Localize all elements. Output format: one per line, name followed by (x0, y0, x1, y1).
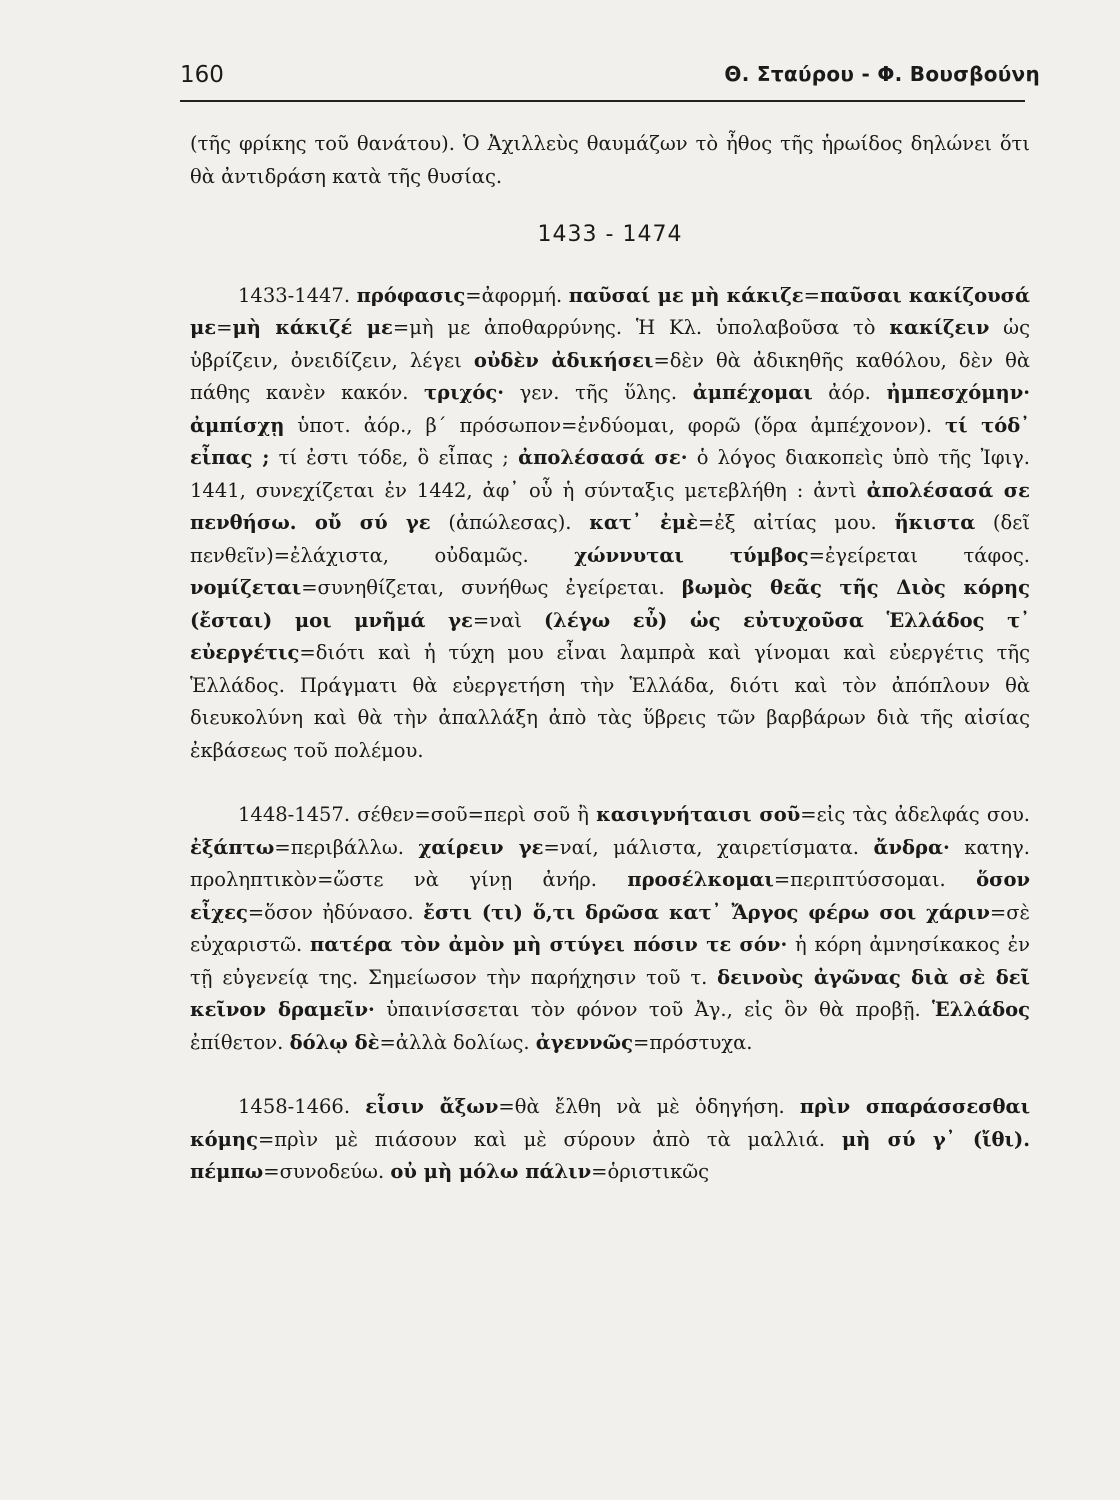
page-number: 160 (180, 62, 224, 88)
lemma: βωμὸς θεᾶς τῆς Διὸς κόρης (ἔσται) μοι μνῆμά γε (190, 576, 1030, 632)
text-run: ὡς ὑβρίζειν, ὀνειδίζειν, λέγει (190, 316, 1030, 372)
lemma: πρὶν σπαράσσεσθαι κόμης (190, 1095, 1030, 1151)
lemma: παῦσαι κακίζουσά με (190, 283, 1030, 339)
lemma: ἀπολέσασά σε πενθήσω. οὔ σύ γε (190, 478, 1030, 534)
text-run: γεν. τῆς ὕλης. (504, 381, 693, 404)
lemma: νομίζεται (190, 576, 302, 599)
text-run: =ὅσον ἠδύνασο. (247, 900, 424, 924)
text-run: =ναὶ (472, 608, 544, 632)
running-head-authors: Θ. Σταύρου - Φ. Βουσβούνη (724, 62, 1040, 86)
lemma: ἠμπεσχόμην· ἀμπίσχῃ (190, 381, 1031, 437)
lemma: πρόφασις (356, 283, 466, 307)
header-rule (180, 100, 1025, 102)
page-header (180, 62, 1040, 102)
text-run: 1448-1457. σέθεν=σοῦ=περὶ σοῦ ἢ (238, 803, 597, 826)
lemma: κασιγνήταισι σοῦ (596, 803, 801, 826)
text-run: =μὴ με ἀποθαρρύνης. Ἡ Κλ. ὑπολαβοῦσα τὸ (392, 316, 890, 339)
lemma: τί τόδ᾽ εἶπας ; (190, 413, 1031, 469)
text-run: 1458-1466. (238, 1095, 366, 1118)
text-run: ὑπαινίσσεται τὸν φόνον τοῦ Ἀγ., εἰς ὃν θὰ προβῇ. (374, 998, 933, 1021)
text-run: =περιβάλλω. (274, 835, 419, 859)
lemma: προσέλκομαι (627, 868, 774, 891)
text-run: =ἐξ αἰτίας μου. (698, 511, 895, 534)
text-run: =διότι καὶ ἡ τύχη μου εἶναι λαμπρὰ καὶ γίνομαι καὶ εὐεργέτις τῆς Ἑλλάδος. Πράγματι θὰ εὐεργετήση τὴν Ἑλλάδα, διότι καὶ τὸν ἀπόπλουν θὰ διευκολύνη καὶ θὰ τὴν ἀπαλλάξη ἀπὸ τὰς ὕβρεις τῶν βαρβάρων διὰ τῆς αἰσίας ἐκβάσεως τοῦ πολέμου. (190, 641, 1030, 762)
lemma: ἀμπέχομαι (692, 381, 813, 404)
text-run: =ἀλλὰ δολίως. (379, 1030, 536, 1054)
commentary-paragraph-1458 (190, 1091, 1030, 1189)
text-run: =περιπτύσσομαι. (773, 868, 977, 891)
text-run: =δὲν θὰ ἀδικηθῆς καθόλου, δὲν θὰ πάθης κανὲν κακόν. (190, 348, 1030, 404)
lemma: ὅσον εἶχες (190, 868, 1030, 924)
text-run: κατηγ. προληπτικὸν=ὥστε νὰ γίνῃ ἀνήρ. (190, 835, 1030, 891)
text-run: = (803, 283, 821, 307)
lemma: ἄνδρα· (873, 835, 950, 859)
lemma: χώννυται τύμβος (574, 543, 809, 567)
lemma: οὐδὲν ἀδικήσει (473, 348, 654, 372)
lemma: οὐ μὴ μόλω πάλιν (390, 1160, 592, 1183)
text-run: =θὰ ἔλθη νὰ μὲ ὁδηγήση. (498, 1095, 800, 1118)
text-run: =πρὶν μὲ πιάσουν καὶ μὲ σύρουν ἀπὸ τὰ μαλλιά. (257, 1127, 842, 1151)
text-run: ὁ λόγος διακοπεὶς ὑπὸ τῆς Ἰφιγ. 1441, συνεχίζεται ἐν 1442, ἀφ᾽ οὗ ἡ σύνταξις μετεβλήθη : ἀντὶ (190, 446, 1030, 502)
text-run: (ἀπώλεσας). (430, 511, 590, 534)
lemma: ἥκιστα (894, 511, 976, 534)
lemma: τριχός· (424, 381, 505, 404)
text-run: 1433-1447. (238, 283, 357, 307)
commentary-body (190, 128, 1030, 1189)
text-run: =συνοδεύω. (263, 1160, 391, 1183)
text-run: ὑποτ. ἀόρ., β΄ πρόσωπον=ἐνδύομαι, φορῶ (ὅρα ἀμπέχονον). (284, 413, 945, 437)
lemma: ἀπολέσασά σε· (518, 446, 688, 469)
text-run: =συνηθίζεται, συνήθως ἐγείρεται. (301, 576, 682, 599)
lemma: ἀγεννῶς (535, 1030, 633, 1054)
lemma: χαίρειν γε (418, 835, 544, 859)
lemma: (λέγω εὖ) ὡς εὐτυχοῦσα Ἑλλάδος τ᾽ εὐεργέτις (190, 608, 1030, 664)
lemma: κακίζειν (889, 316, 990, 339)
lemma: Ἑλλάδος (932, 998, 1030, 1021)
text-run: =ναί, μάλιστα, χαιρετίσματα. (543, 835, 874, 859)
lemma: κατ᾽ ἐμὲ (589, 511, 698, 534)
text-run: ἐπίθετον. (190, 1030, 290, 1054)
text-run: ἀόρ. (812, 381, 887, 404)
lemma: δεινοὺς ἀγῶνας διὰ σὲ δεῖ κεῖνον δραμεῖν· (190, 965, 1030, 1021)
lemma: δόλῳ δὲ (289, 1030, 380, 1054)
intro-paragraph: (τῆς φρίκης τοῦ θανάτου). Ὁ Ἀχιλλεὺς θαυμάζων τὸ ἦθος τῆς ἡρωίδος δηλώνει ὅτι θὰ ἀντιδράση κατὰ τῆς θυσίας. (190, 132, 1030, 188)
text-run: ἡ κόρη ἀμνησίκακος ἐν τῇ εὐγενείᾳ της. Σημείωσον τὴν παρήχησιν τοῦ τ. (190, 933, 1030, 989)
text-run: =πρόστυχα. (633, 1030, 753, 1054)
text-run: (δεῖ πενθεῖν)=ἐλάχιστα, οὐδαμῶς. (190, 511, 1031, 567)
commentary-paragraph-1433 (190, 280, 1030, 768)
lemma: πατέρα τὸν ἀμὸν μὴ στύγει πόσιν τε σόν· (310, 933, 788, 956)
lemma: ἔστι (τι) ὅ,τι δρῶσα κατ᾽ Ἄργος φέρω σοι χάριν (423, 900, 990, 924)
text-run: =ὁριστικῶς (591, 1160, 710, 1183)
lemma: παῦσαί με μὴ κάκιζε (568, 283, 804, 307)
commentary-paragraph-1448 (190, 799, 1030, 1059)
lemma: ἐξάπτω (190, 835, 275, 859)
lemma: εἶσιν ἄξων (365, 1095, 499, 1118)
text-run: =σὲ εὐχαριστῶ. (190, 900, 1030, 956)
section-heading: 1433 - 1474 (537, 222, 683, 247)
lemma: μὴ σύ γ᾽ (ἴθι). πέμπω (190, 1127, 1030, 1183)
text-run: τί ἐστι τόδε, ὃ εἶπας ; (269, 446, 519, 469)
text-run: = (216, 316, 233, 339)
lemma: μὴ κάκιζέ με (232, 316, 393, 339)
text-run: =ἀφορμή. (465, 283, 569, 307)
text-run: =ἐγείρεται τάφος. (808, 543, 1030, 567)
text-run: =εἰς τὰς ἀδελφάς σου. (800, 803, 1030, 826)
